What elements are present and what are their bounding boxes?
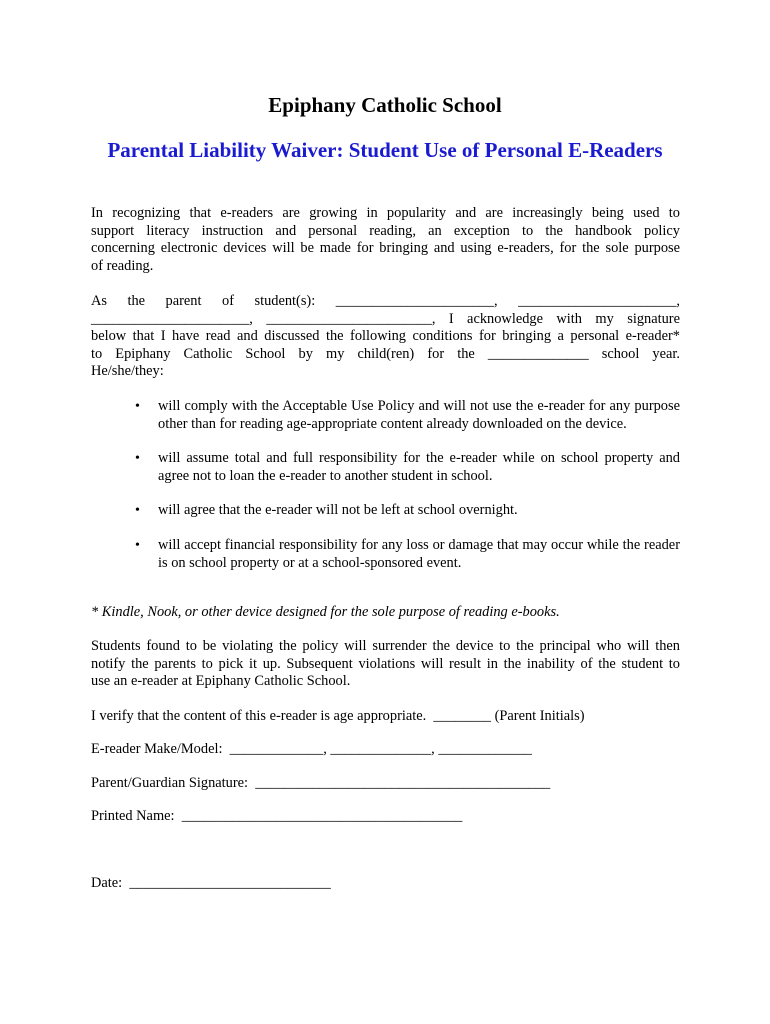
violation-line: use an e-reader at Epiphany Catholic School. bbox=[91, 673, 351, 690]
date-field[interactable]: Date: ____________________________ bbox=[91, 875, 331, 891]
parent-line: to Epiphany Catholic School by my child(ren) for the ______________ school year. bbox=[91, 345, 680, 362]
school-name: Epiphany Catholic School bbox=[268, 93, 502, 117]
list-item bbox=[91, 398, 680, 433]
intro-paragraph bbox=[91, 205, 680, 275]
intro-line: support literacy instruction and personal reading, an exception to the handbook policy bbox=[91, 222, 680, 239]
bullet-icon: • bbox=[135, 537, 140, 553]
device-footnote: * Kindle, Nook, or other device designed for the sole purpose of reading e-books. bbox=[91, 604, 560, 620]
condition-text: will assume total and full responsibility for the e-reader while on school property and agree not to loan the e-reader to another student in school. bbox=[158, 450, 680, 484]
list-item bbox=[91, 450, 680, 485]
printed-name-field[interactable]: Printed Name: _______________________________________ bbox=[91, 808, 463, 824]
violation-paragraph bbox=[91, 638, 680, 691]
intro-line: In recognizing that e-readers are growing in popularity and are increasingly being used to bbox=[91, 205, 680, 221]
document-title: Parental Liability Waiver: Student Use of Personal E-Readers bbox=[107, 138, 663, 162]
violation-line: Students found to be violating the policy will surrender the device to the principal who will then bbox=[91, 638, 680, 654]
parent-line: ______________________, _______________________, I acknowledge with my signature bbox=[91, 310, 680, 327]
bullet-icon: • bbox=[135, 451, 140, 467]
ereader-make-model-field[interactable]: E-reader Make/Model: _____________, ______________, _____________ bbox=[91, 741, 532, 757]
parent-signature-field[interactable]: Parent/Guardian Signature: _________________________________________ bbox=[91, 775, 551, 791]
bullet-icon: • bbox=[135, 503, 140, 519]
parent-line: He/she/they: bbox=[91, 363, 164, 380]
list-item bbox=[91, 537, 680, 572]
parent-acknowledgement-paragraph bbox=[91, 293, 680, 381]
intro-line: of reading. bbox=[91, 257, 154, 274]
condition-text: will accept financial responsibility for any loss or damage that may occur while the reader is on school property or at a school-sponsored event. bbox=[158, 536, 680, 571]
intro-line: concerning electronic devices will be made for bringing and using e-readers, for the sole purpose bbox=[91, 240, 680, 257]
parent-line: below that I have read and discussed the following conditions for bringing a personal e-reader* bbox=[91, 328, 680, 345]
conditions-list bbox=[91, 398, 680, 572]
parent-initials-field[interactable]: I verify that the content of this e-reader is age appropriate. ________ (Parent Initials) bbox=[91, 708, 585, 724]
condition-text: will agree that the e-reader will not be left at school overnight. bbox=[158, 502, 518, 519]
parent-line: As the parent of student(s): ______________________, ______________________, bbox=[91, 293, 680, 309]
condition-text: will comply with the Acceptable Use Policy and will not use the e-reader for any purpose other than for reading age-appropriate content already downloaded on the device. bbox=[158, 398, 680, 432]
bullet-icon: • bbox=[135, 399, 140, 414]
list-item bbox=[91, 502, 680, 520]
violation-line: notify the parents to pick it up. Subsequent violations will result in the inability of the student to bbox=[91, 655, 680, 672]
